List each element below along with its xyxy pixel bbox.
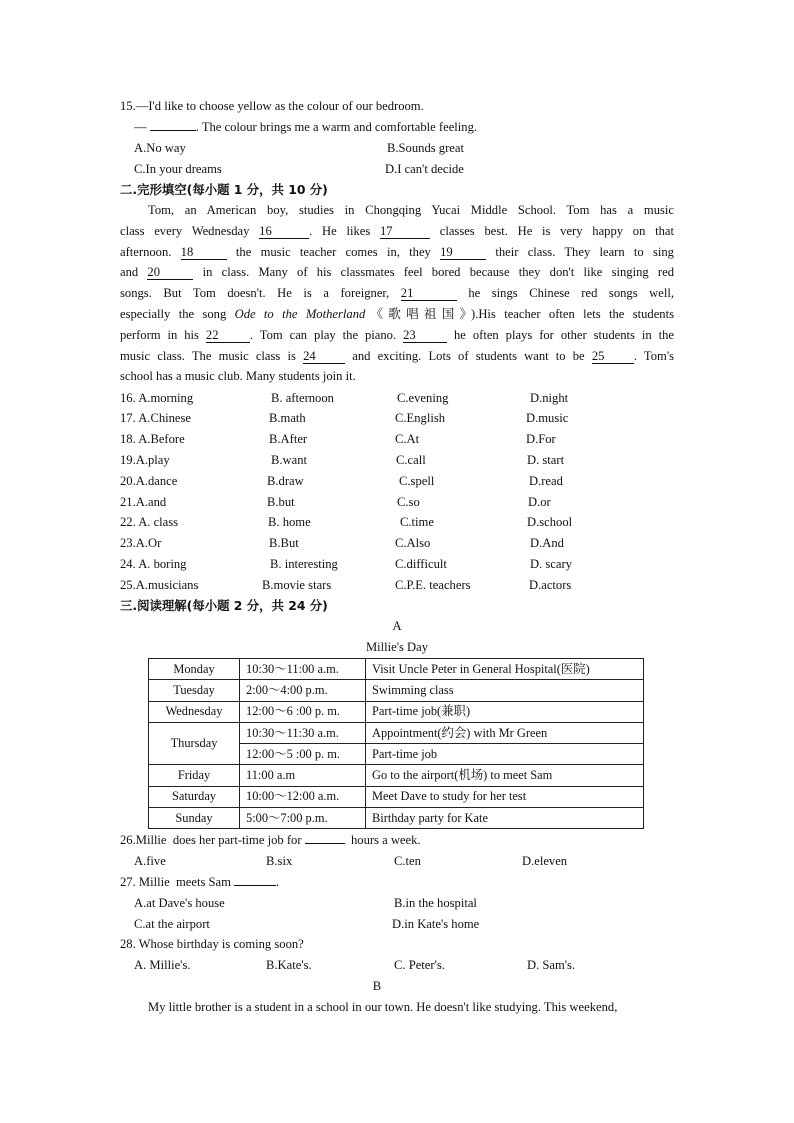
q17-option-c: C.English — [395, 411, 446, 425]
cloze-text: songs. But Tom doesn't. He is a foreigner, — [120, 286, 401, 301]
cloze-text: their class. They learn to sing — [486, 244, 674, 259]
q27-stem: 27. Millie meets Sam . — [120, 875, 280, 889]
passage-b-line: My little brother is a student in a school in our town. He doesn't like studying. This weekend, — [148, 1000, 618, 1014]
cloze-passage — [120, 200, 674, 387]
day-cell: Tuesday — [149, 680, 240, 701]
cloze-line-8 — [120, 346, 674, 367]
q28-option-a: A. Millie's. — [134, 958, 191, 972]
q17-option-d: D.music — [526, 411, 569, 425]
cloze-text: 《歌唱祖国》).His teacher often lets the students — [365, 306, 674, 321]
q26-option-d: D.eleven — [522, 854, 568, 868]
blank-19: 19 — [440, 246, 486, 260]
cloze-text: he sings Chinese red songs well, — [456, 286, 674, 301]
cloze-text: Tom, an American boy, studies in Chongqing Yucai Middle School. Tom has a music — [148, 203, 674, 217]
day-cell: Saturday — [149, 786, 240, 807]
cloze-text: in class. Many of his classmates feel bored because they don't like singing red — [193, 265, 674, 280]
q15-option-b: B.Sounds great — [387, 141, 464, 155]
q16-option-a: 16. A.morning — [120, 391, 194, 405]
q18-option-a: 18. A.Before — [120, 432, 185, 446]
cloze-text: school has a music club. Many students join it. — [120, 369, 356, 384]
q24-option-b: B. interesting — [270, 557, 338, 571]
q23-option-a: 23.A.Or — [120, 536, 162, 550]
cloze-text: class every Wednesday — [120, 223, 260, 238]
passage-b-label: B — [372, 979, 382, 993]
q17-option-b: B.math — [269, 411, 306, 425]
q23-option-b: B.But — [269, 536, 299, 550]
time-cell: 11:00 a.m — [240, 765, 366, 786]
time-cell: 10:30～11:30 a.m. — [240, 722, 366, 743]
time-cell: 2:00～4:00 p.m. — [240, 680, 366, 701]
q15-reply-suffix: . The colour brings me a warm and comfortable feeling. — [195, 120, 478, 134]
q15-stem: 15.—I'd like to choose yellow as the colour of our bedroom. — [120, 99, 424, 113]
blank-18: 18 — [181, 246, 227, 260]
cloze-text: especially the song — [120, 306, 235, 321]
time-cell: 5:00～7:00 p.m. — [240, 808, 366, 829]
cloze-line-1 — [120, 200, 674, 221]
cloze-text: the music teacher comes in, they — [226, 244, 441, 259]
q25-option-b: B.movie stars — [262, 578, 332, 592]
q27-answer-blank — [234, 885, 276, 886]
cloze-text: music class. The music class is — [120, 348, 304, 363]
q27-option-a: A.at Dave's house — [134, 896, 225, 910]
q26-stem-text: hours a week. — [344, 833, 421, 847]
q15-reply — [134, 119, 477, 135]
cloze-text: and — [120, 265, 148, 280]
blank-21: 21 — [401, 287, 457, 301]
day-cell: Monday — [149, 659, 240, 680]
q19-option-d: D. start — [527, 453, 565, 467]
q21-option-c: C.so — [397, 495, 420, 509]
q25-option-c: C.P.E. teachers — [395, 578, 471, 592]
q15-option-a: A.No way — [134, 141, 186, 155]
day-cell: Friday — [149, 765, 240, 786]
q28-option-d: D. Sam's. — [527, 958, 576, 972]
q27-option-d: D.in Kate's home — [392, 917, 480, 931]
q23-option-c: C.Also — [395, 536, 431, 550]
time-cell: 10:30～11:00 a.m. — [240, 659, 366, 680]
cloze-line-2 — [120, 221, 674, 242]
event-cell: Part-time job — [366, 744, 644, 765]
event-cell: Meet Dave to study for her test — [366, 786, 644, 807]
q16-option-b: B. afternoon — [271, 391, 334, 405]
q22-option-b: B. home — [268, 515, 311, 529]
q27-stem-text: 27. Millie meets Sam — [120, 875, 235, 889]
q24-option-d: D. scary — [530, 557, 572, 571]
song-title: Ode to the Motherland — [234, 306, 366, 321]
q20-option-d: D.read — [529, 474, 563, 488]
blank-16: 16 — [259, 225, 309, 239]
time-cell: 12:00～5 :00 p. m. — [240, 744, 366, 765]
q15-option-c: C.In your dreams — [134, 162, 222, 176]
q26-option-b: B.six — [266, 854, 293, 868]
day-cell: Thursday — [149, 722, 240, 765]
q26-option-a: A.five — [134, 854, 166, 868]
q26-answer-blank — [305, 843, 345, 844]
q24-option-a: 24. A. boring — [120, 557, 187, 571]
q16-option-c: C.evening — [397, 391, 449, 405]
q26-stem-text: 26.Millie does her part-time job for — [120, 833, 305, 847]
q23-option-d: D.And — [530, 536, 564, 550]
event-cell: Go to the airport(机场) to meet Sam — [366, 765, 644, 786]
passage-a-label: A — [392, 619, 402, 633]
event-cell: Visit Uncle Peter in General Hospital(医院) — [366, 659, 644, 680]
cloze-text: and exciting. Lots of students want to be — [345, 348, 592, 363]
q27-option-c: C.at the airport — [134, 917, 210, 931]
q24-option-c: C.difficult — [395, 557, 447, 571]
cloze-text: . Tom's — [633, 348, 674, 363]
q28-option-c: C. Peter's. — [394, 958, 445, 972]
q28-stem: 28. Whose birthday is coming soon? — [120, 937, 304, 951]
table-row — [149, 701, 644, 722]
cloze-line-7 — [120, 325, 674, 346]
event-cell: Birthday party for Kate — [366, 808, 644, 829]
q20-option-c: C.spell — [399, 474, 435, 488]
q21-option-d: D.or — [528, 495, 551, 509]
table-row — [149, 765, 644, 786]
blank-17: 17 — [380, 225, 430, 239]
blank-25: 25 — [592, 350, 634, 364]
event-cell: Appointment(约会) with Mr Green — [366, 722, 644, 743]
table-row — [149, 786, 644, 807]
cloze-line-4 — [120, 262, 674, 283]
cloze-text: classes best. He is very happy on that — [430, 223, 674, 238]
q26-option-c: C.ten — [394, 854, 421, 868]
event-cell: Swimming class — [366, 680, 644, 701]
q28-option-b: B.Kate's. — [266, 958, 312, 972]
q18-option-d: D.For — [526, 432, 556, 446]
blank-23: 23 — [403, 329, 447, 343]
q19-option-a: 19.A.play — [120, 453, 170, 467]
q19-option-c: C.call — [396, 453, 426, 467]
q22-option-d: D.school — [527, 515, 573, 529]
schedule-table — [148, 658, 644, 829]
q21-option-a: 21.A.and — [120, 495, 167, 509]
table-row — [149, 680, 644, 701]
q18-option-c: C.At — [395, 432, 420, 446]
cloze-line-9 — [120, 366, 674, 387]
q17-option-a: 17. A.Chinese — [120, 411, 192, 425]
blank-20: 20 — [147, 266, 193, 280]
time-cell: 10:00～12:00 a.m. — [240, 786, 366, 807]
day-cell: Wednesday — [149, 701, 240, 722]
q20-option-b: B.draw — [267, 474, 304, 488]
cloze-text: he often plays for other students in the — [447, 327, 674, 342]
q25-option-d: D.actors — [529, 578, 572, 592]
cloze-text: perform in his — [120, 327, 206, 342]
q27-option-b: B.in the hospital — [394, 896, 477, 910]
blank-22: 22 — [206, 329, 250, 343]
table-row — [149, 808, 644, 829]
q19-option-b: B.want — [271, 453, 308, 467]
cloze-text: . He likes — [309, 223, 380, 238]
cloze-line-3 — [120, 242, 674, 263]
q15-reply-prefix: — — [134, 120, 150, 134]
q15-option-d: D.I can't decide — [385, 162, 464, 176]
table-row — [149, 722, 644, 743]
time-cell: 12:00～6 :00 p. m. — [240, 701, 366, 722]
section3-heading: 三.阅读理解(每小题 2 分，共 24 分) — [120, 598, 328, 613]
q22-option-a: 22. A. class — [120, 515, 179, 529]
q18-option-b: B.After — [269, 432, 308, 446]
cloze-line-6 — [120, 304, 674, 325]
section2-heading: 二.完形填空(每小题 1 分，共 10 分) — [120, 182, 328, 197]
day-cell: Sunday — [149, 808, 240, 829]
q21-option-b: B.but — [267, 495, 295, 509]
q26-stem — [120, 832, 421, 848]
q22-option-c: C.time — [400, 515, 434, 529]
q15-answer-blank — [150, 130, 196, 131]
q16-option-d: D.night — [530, 391, 569, 405]
table-row — [149, 659, 644, 680]
cloze-line-5 — [120, 283, 674, 304]
cloze-text: . Tom can play the piano. — [249, 327, 404, 342]
event-cell: Part-time job(兼职) — [366, 701, 644, 722]
q25-option-a: 25.A.musicians — [120, 578, 199, 592]
blank-24: 24 — [303, 350, 345, 364]
q20-option-a: 20.A.dance — [120, 474, 178, 488]
cloze-text: afternoon. — [120, 244, 181, 259]
table-title: Millie's Day — [365, 640, 429, 654]
